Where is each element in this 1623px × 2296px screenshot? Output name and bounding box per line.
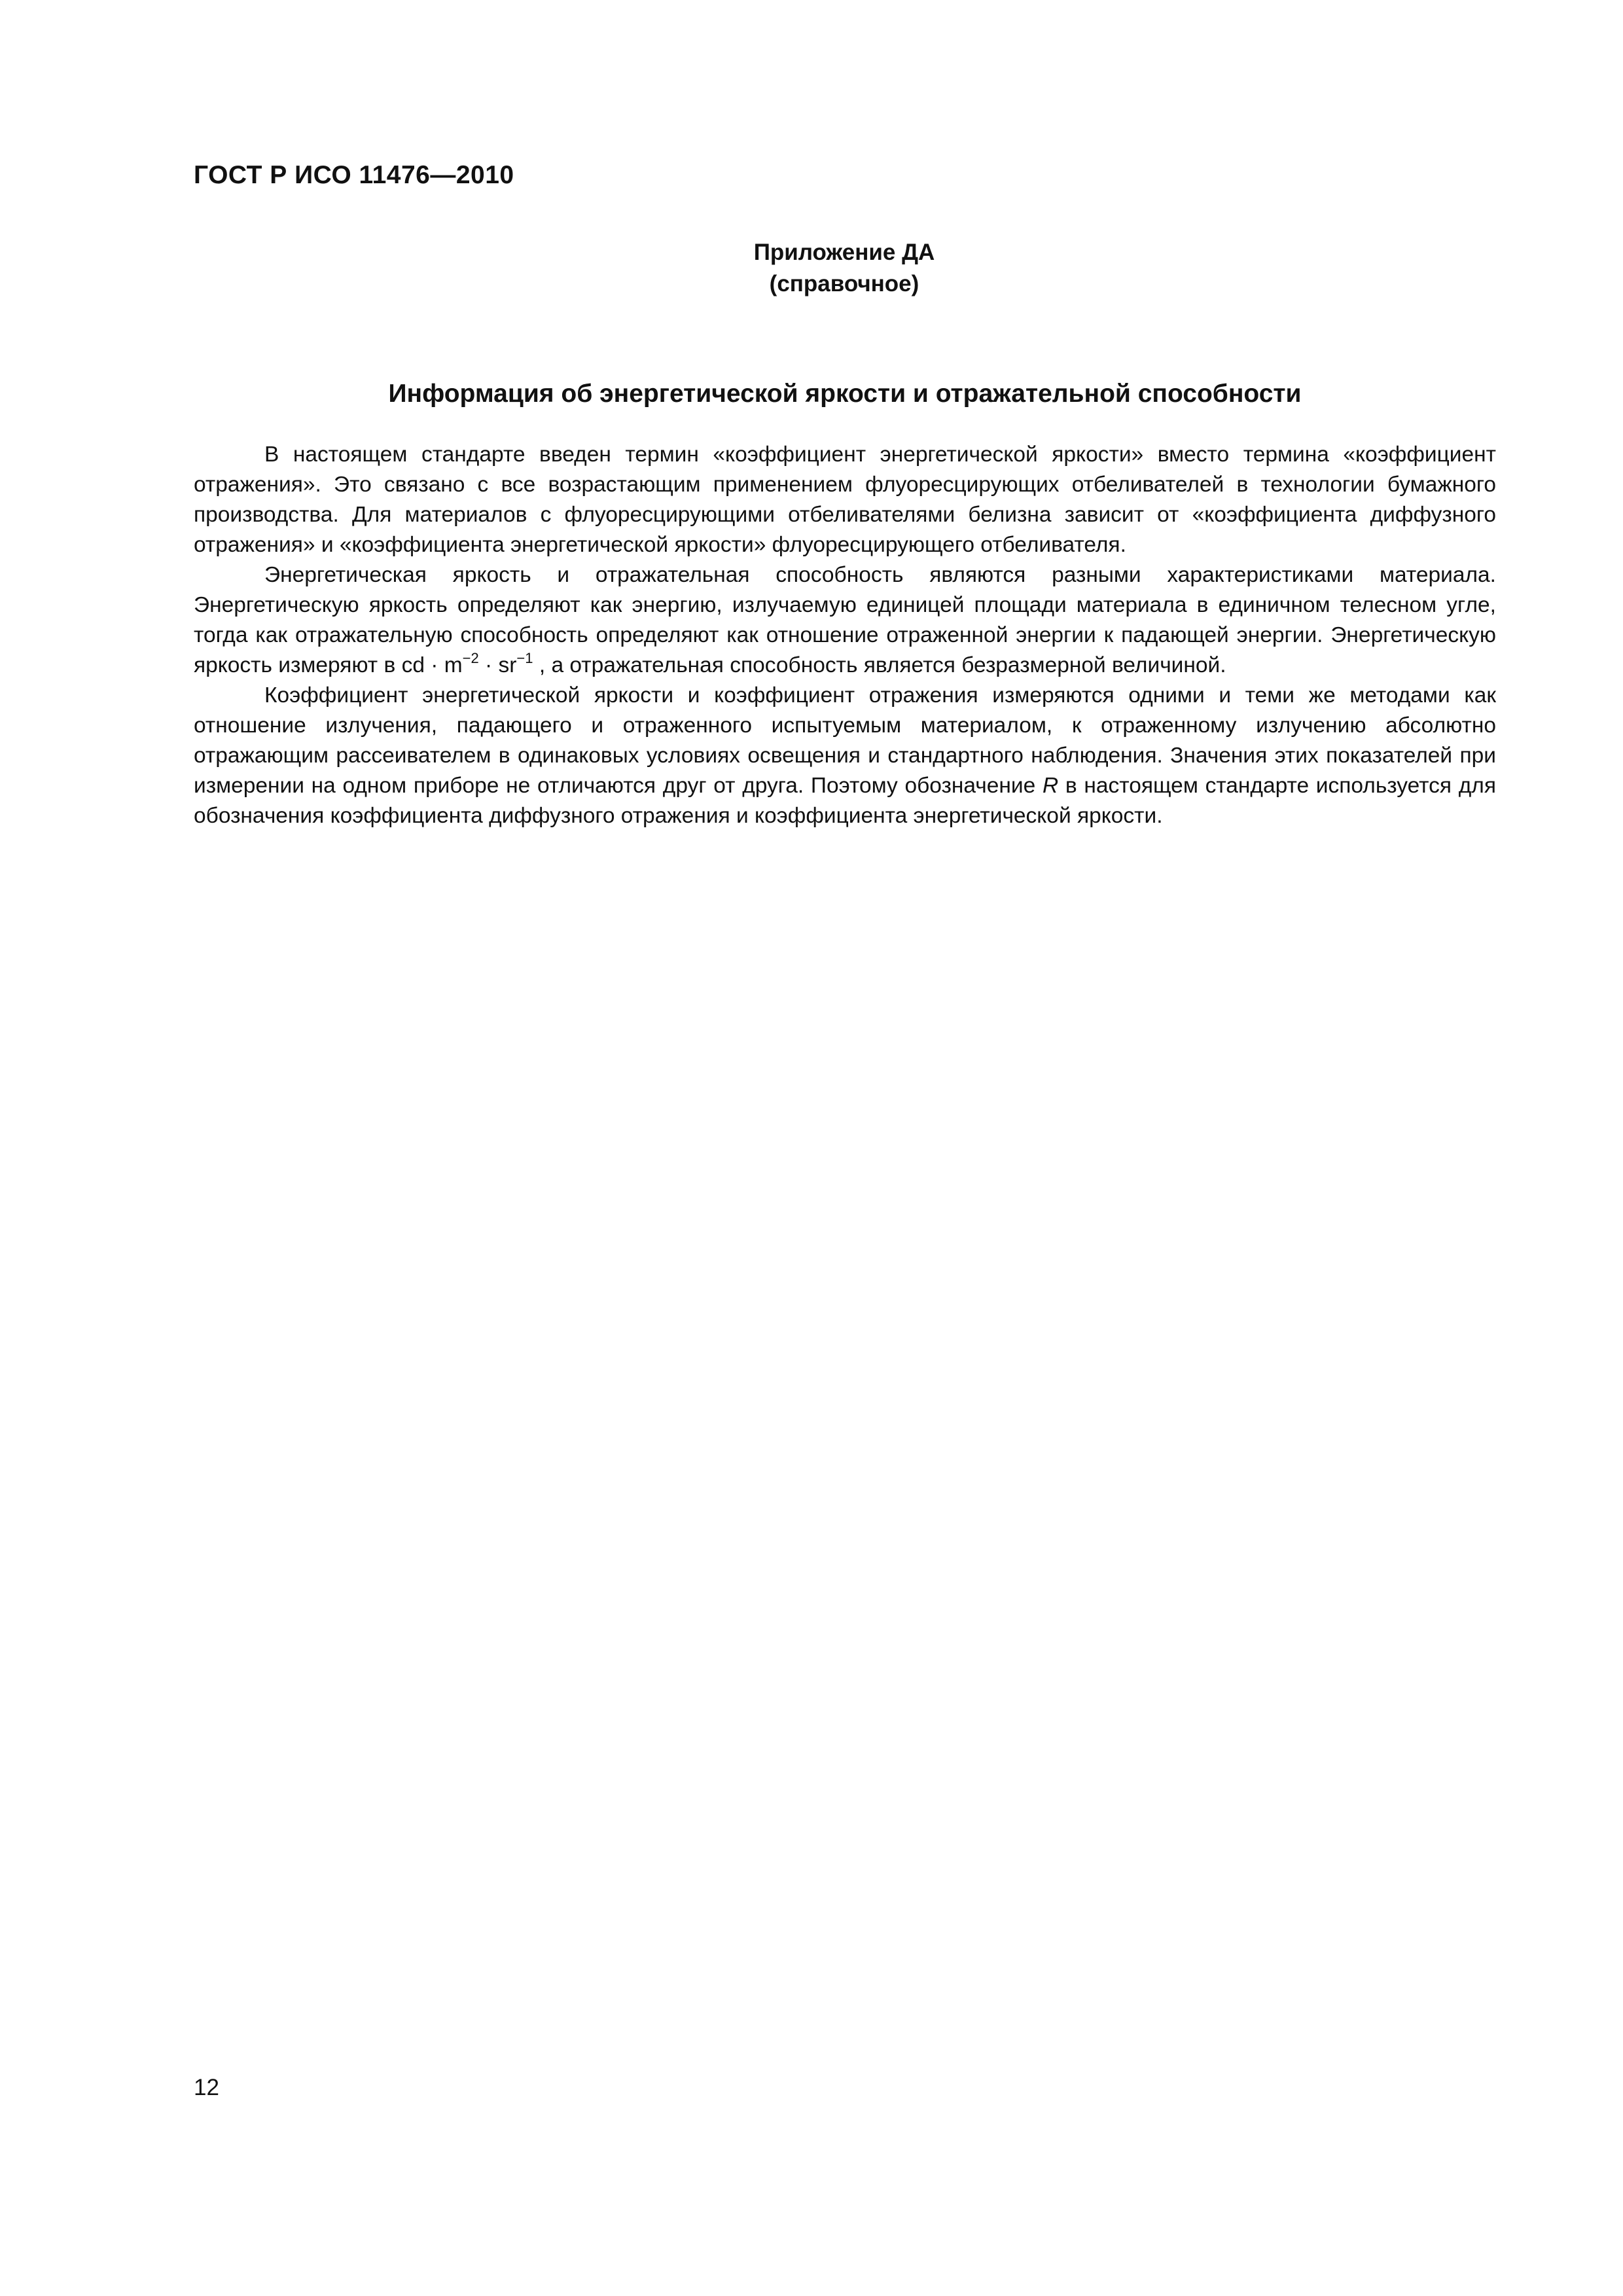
paragraph-2-ending: , а отражательная способность является безразмерной величиной.	[533, 653, 1226, 677]
page-number: 12	[194, 2075, 219, 2100]
paragraph-3	[194, 681, 1496, 831]
annex-heading	[0, 237, 1623, 300]
paragraph-1: В настоящем стандарте введен термин «коэффициент энергетической яркости» вместо термина «коэффициент отражения». Это связано с все возрастающим применением флуоресцирующих отбеливателей в технологии бумажного производства. Для материалов с флуоресцирующими отбеливателями белизна зависит от «коэффициента диффузного отражения» и «коэффициента энергетической яркости» флуоресцирующего отбеливателя.	[194, 442, 1496, 557]
annex-type: (справочное)	[769, 271, 919, 296]
unit-exponent-m: −2	[462, 650, 479, 666]
document-header-id: ГОСТ Р ИСО 11476—2010	[194, 161, 514, 189]
paragraph-2	[194, 560, 1496, 681]
body-text	[194, 440, 1496, 831]
paragraph-3-ending: в настоящем стандарте используется для обозначения коэффициента диффузного отражения и коэффициента энергетической яркости.	[194, 774, 1496, 828]
paragraph-2-text: Энергетическая яркость и отражательная способность являются разными характеристиками материала. Энергетическую яркость определяют как энергию, излучаемую единицей площади материала в единичном телесном угле, тогда как отражательную способность определяют как отношение отраженной энергии к падающей энергии. Энергетическую яркость измеряют в	[194, 563, 1496, 677]
section-title: Информация об энергетической яркости и отражательной способности	[388, 380, 1302, 408]
unit-sr: · sr	[478, 653, 517, 677]
annex-title: Приложение ДА	[753, 240, 935, 265]
unit-cd-m: cd · m	[401, 653, 463, 677]
unit-exponent-sr: −1	[516, 650, 533, 666]
symbol-r: R	[1042, 774, 1059, 798]
paragraph-3-text: Коэффициент энергетической яркости и коэффициент отражения измеряются одними и теми же методами как отношение излучения, падающего и отраженного испытуемым материалом, к отраженному излучению абсолютно отражающим рассеивателем в одинаковых условиях освещения и стандартного наблюдения. Значения этих показателей при измерении на одном приборе не отличаются друг от друга. Поэтому обозначение	[194, 683, 1496, 798]
